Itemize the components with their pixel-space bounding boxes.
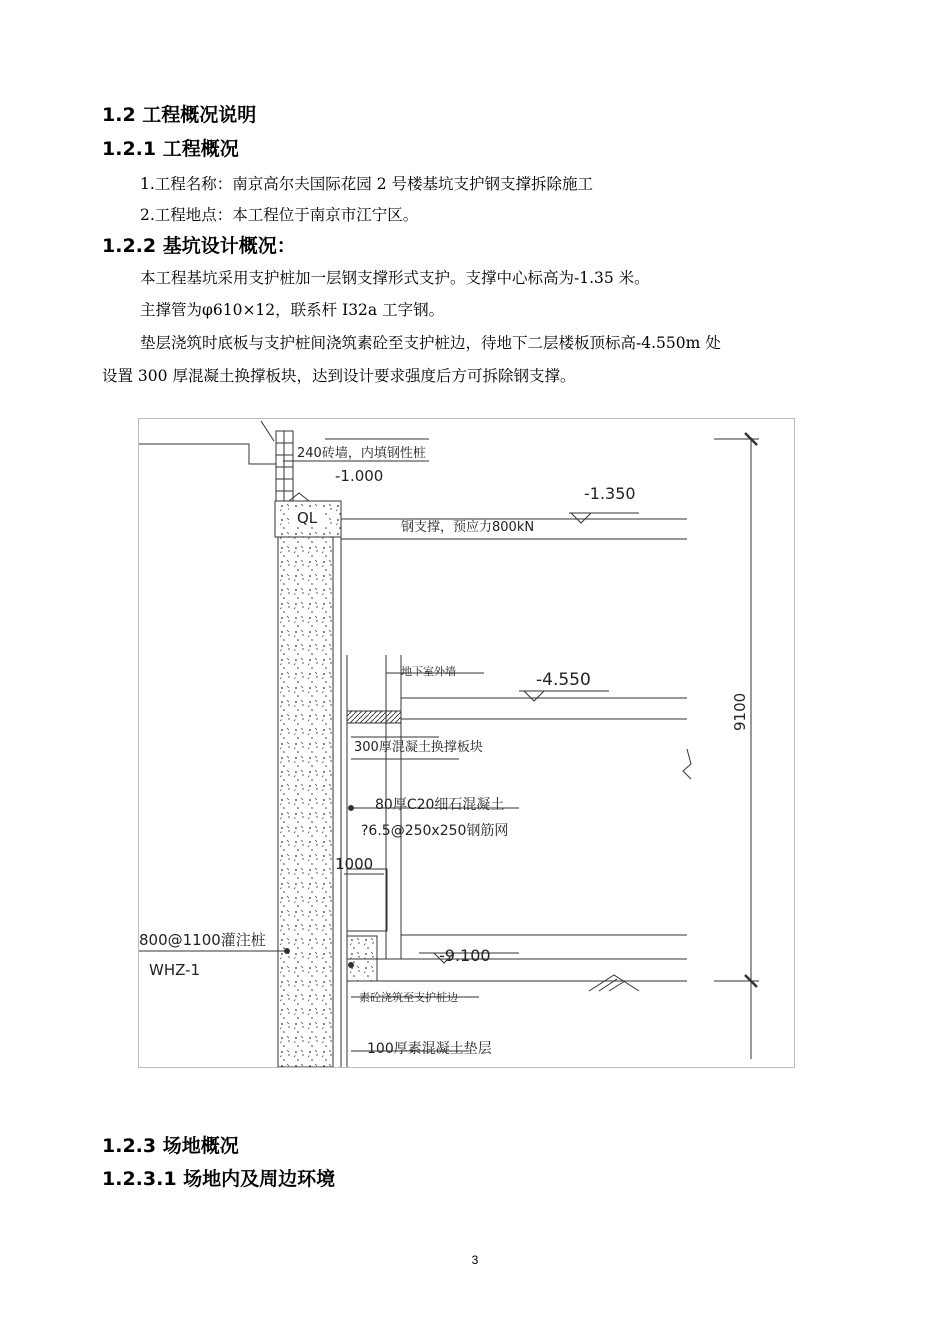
section-heading-1-2-3-1: 1.2.3.1 场地内及周边环境 (102, 1168, 336, 1190)
slab-label: 300厚混凝土换撑板块 (354, 740, 483, 755)
section-heading-1-2-1: 1.2.1 工程概况 (102, 138, 239, 160)
plain-concrete-label: 素砼浇筑至支护桩边 (359, 991, 458, 1004)
cushion-label: 100厚素混凝土垫层 (367, 1041, 492, 1057)
mesh-label: ?6.5@250x250钢筋网 (361, 823, 509, 839)
support-pile (278, 537, 333, 1067)
section-heading-1-2-3: 1.2.3 场地概况 (102, 1135, 239, 1157)
crown-beam (275, 501, 341, 537)
elevation-support-label: -1.350 (584, 484, 636, 503)
c20-label: 80厚C20细石混凝土 (375, 797, 505, 813)
design-paragraph-1: 本工程基坑采用支护桩加一层钢支撑形式支护。支撑中心标高为-1.35 米。 (140, 269, 650, 287)
page-number: 3 (471, 1253, 479, 1267)
ql-label: QL (297, 509, 318, 527)
elevation-floor-label: -4.550 (536, 670, 591, 690)
ground-line (139, 421, 276, 464)
pile-label: 800@1100灌注桩 (139, 931, 266, 949)
basement-wall-label: 地下室外墙 (401, 665, 456, 678)
design-paragraph-3a: 垫层浇筑时底板与支护桩间浇筑素砼至支护桩边，待地下二层楼板顶标高-4.550m 处 (140, 334, 721, 352)
pile-code-label: WHZ-1 (149, 961, 201, 979)
floor-slab (347, 698, 687, 723)
dimension-9100 (683, 433, 759, 1059)
design-paragraph-2: 主撑管为φ610×12，联系杆 I32a 工字钢。 (140, 301, 445, 319)
support-section-drawing (138, 418, 795, 1068)
steel-support-label: 钢支撑，预应力800kN (401, 520, 535, 535)
dimension-9100-label: 9100 (731, 692, 749, 731)
elevation-bottom-label: -9.100 (439, 946, 491, 965)
dimension-1000-label: 1000 (335, 855, 374, 873)
section-heading-1-2-2: 1.2.2 基坑设计概况： (102, 235, 296, 257)
elevation-markers (283, 461, 639, 991)
section-heading-1-2: 1.2 工程概况说明 (102, 104, 257, 126)
elevation-top-label: -1.000 (335, 467, 384, 485)
brick-label: 240砖墙，内填钢性桩 (297, 446, 426, 461)
project-name-text: 1.工程名称：南京高尔夫国际花园 2 号楼基坑支护钢支撑拆除施工 (140, 175, 594, 193)
brick-wall (276, 431, 293, 501)
bottom-slab (347, 869, 687, 981)
project-location-text: 2.工程地点：本工程位于南京市江宁区。 (140, 206, 419, 224)
design-paragraph-3b: 设置 300 厚混凝土换撑板块，达到设计要求强度后方可拆除钢支撑。 (102, 367, 576, 385)
